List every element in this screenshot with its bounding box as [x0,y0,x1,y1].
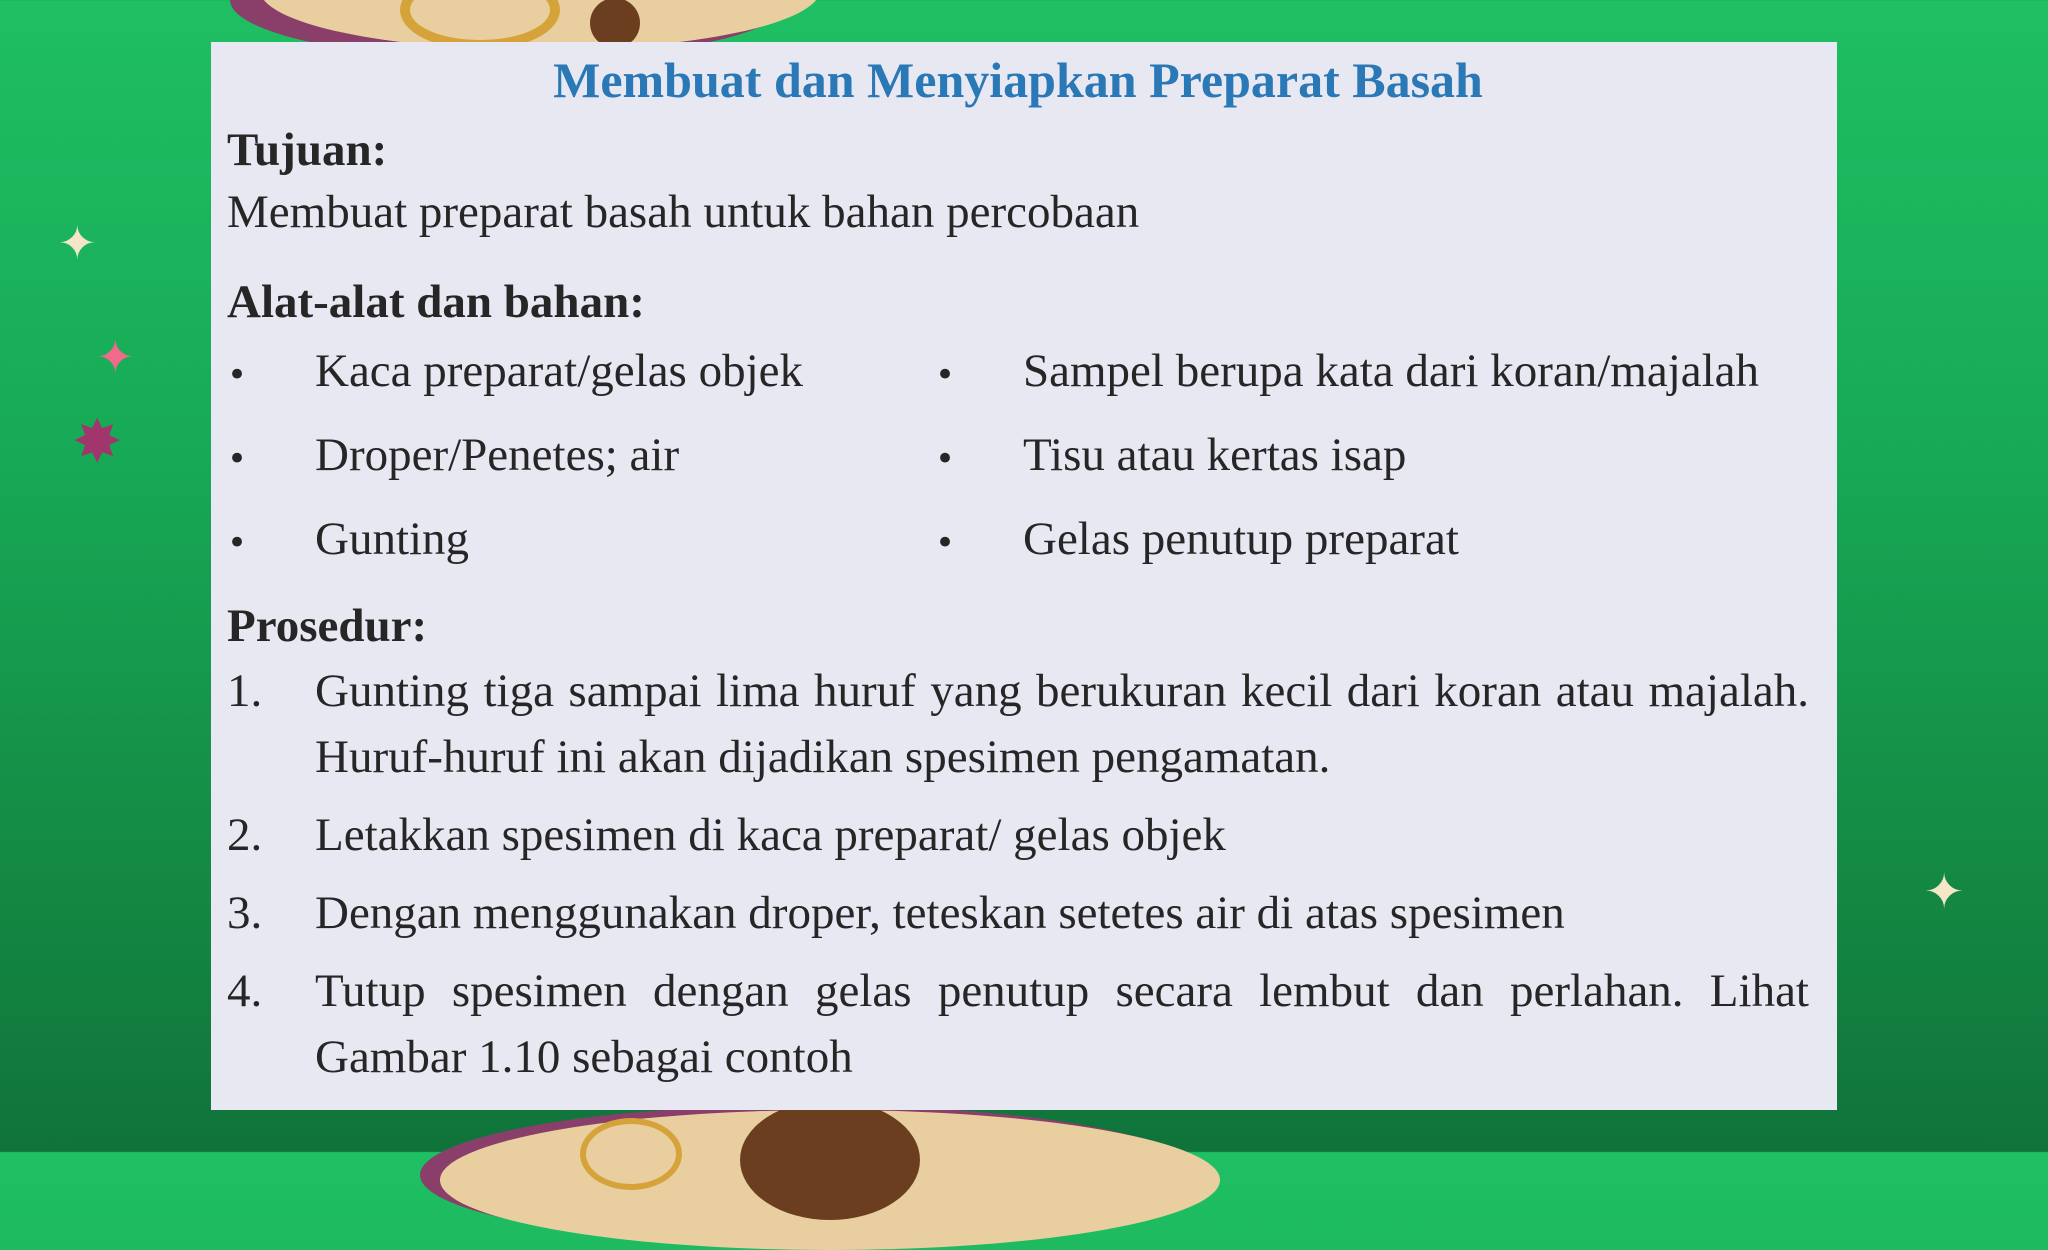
prosedur-heading: Prosedur: [227,600,428,652]
material-label: Droper/Penetes; air [315,429,680,481]
materials-list [227,338,1809,576]
step-text: Gunting tiga sampai lima huruf yang berukuran kecil dari koran atau majalah. Huruf-huruf ini akan dijadikan spesimen pengamatan. [315,665,1809,783]
procedure-step [227,958,1809,1090]
chocolate-chip [740,1100,920,1220]
procedure-step [227,880,1809,946]
cookie-ring [580,1118,682,1190]
step-number: 3. [227,887,263,939]
starburst-icon: ✸ [72,407,123,477]
bullet-icon: • [227,355,248,395]
bullet-icon: • [935,355,956,395]
material-item [227,338,935,408]
material-label: Gelas penutup preparat [1023,513,1459,565]
step-number: 4. [227,965,263,1017]
material-item [935,422,1809,492]
step-text: Tutup spesimen dengan gelas penutup secara lembut dan perlahan. Lihat Gambar 1.10 sebagai contoh [315,965,1809,1083]
bullet-icon: • [227,439,248,479]
procedure-list [227,658,1809,1090]
step-text: Dengan menggunakan droper, teteskan setetes air di atas spesimen [315,887,1565,939]
chocolate-chip [590,0,640,48]
sparkle-icon: ✦ [96,330,135,384]
material-item [227,422,935,492]
bullet-icon: • [935,439,956,479]
tujuan-text: Membuat preparat basah untuk bahan percobaan [227,186,1140,238]
page-title: Membuat dan Menyiapkan Preparat Basah [553,52,1483,108]
sparkle-icon: ✦ [1924,864,1965,920]
cookie-decoration-bottom [440,1110,1220,1250]
step-number: 2. [227,809,263,861]
material-label: Gunting [315,513,470,565]
material-item [935,338,1809,408]
content-card [211,42,1837,1110]
material-label: Sampel berupa kata dari koran/majalah [1023,345,1760,397]
procedure-step [227,658,1809,790]
procedure-step [227,802,1809,868]
materials-heading: Alat-alat dan bahan: [227,276,645,328]
bullet-icon: • [935,523,956,563]
material-item [227,506,935,576]
bullet-icon: • [227,523,248,563]
sparkle-icon: ✦ [58,216,97,270]
tujuan-heading: Tujuan: [227,124,388,176]
material-item [935,506,1809,576]
material-label: Tisu atau kertas isap [1023,429,1407,481]
step-number: 1. [227,665,263,717]
step-text: Letakkan spesimen di kaca preparat/ gelas objek [315,809,1226,861]
material-label: Kaca preparat/gelas objek [315,345,804,397]
